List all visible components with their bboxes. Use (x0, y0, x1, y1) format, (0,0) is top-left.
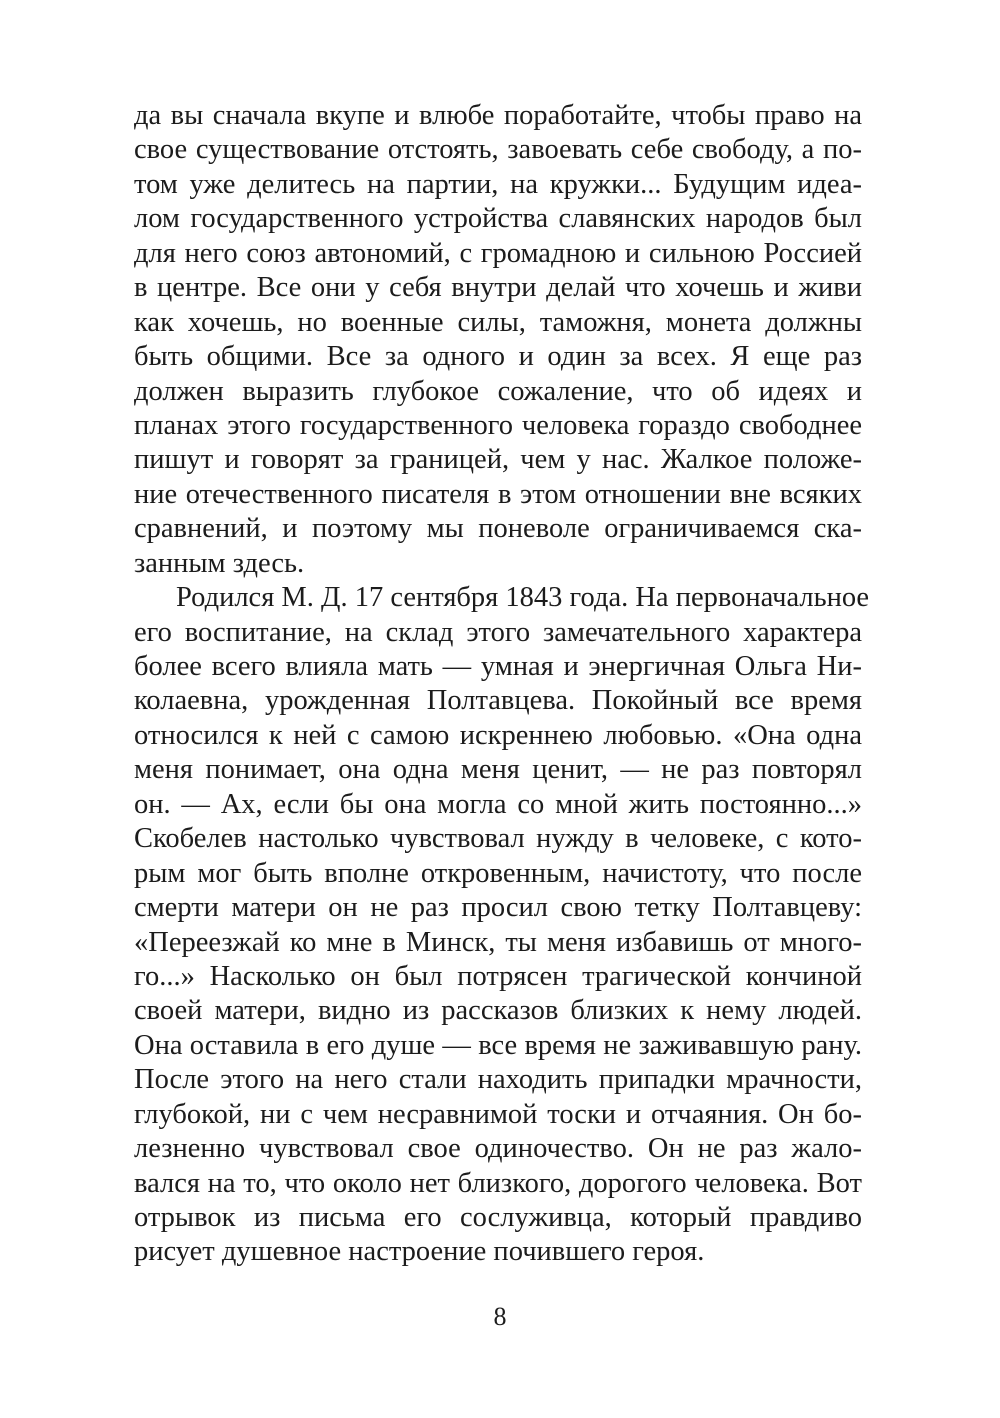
page-number: 8 (493, 1302, 507, 1331)
text-line: Она оставила в его душе — все время не заживавшую рану. (134, 1029, 862, 1061)
text-line: своей матери, видно из рассказов близких к нему людей. (134, 995, 862, 1027)
text-line: относился к ней с самою искреннею любовью. «Она одна (134, 719, 862, 751)
text-line: лом государственного устройства славянских народов был (134, 203, 862, 235)
text-line: как хочешь, но военные силы, таможня, монета должны (134, 306, 862, 338)
paragraph-2 (134, 581, 870, 1270)
text-line: рисует душевное настроение почившего героя. (134, 1236, 705, 1268)
text-line: «Переезжай ко мне в Минск, ты меня избавишь от много- (134, 926, 862, 958)
paragraph-1 (134, 99, 862, 581)
text-line: в центре. Все они у себя внутри делай что хочешь и живи (134, 272, 862, 304)
text-line: быть общими. Все за одного и один за всех. Я еще раз (134, 341, 862, 373)
text-line: меня понимает, она одна меня ценит, — не раз повторял (134, 754, 862, 786)
text-line: ние отечественного писателя в этом отношении вне всяких (134, 478, 862, 510)
text-line: смерти матери он не раз просил свою тетку Полтавцеву: (134, 892, 862, 924)
text-line: да вы сначала вкупе и влюбе поработайте, чтобы право на (134, 100, 862, 131)
text-line: отрывок из письма его сослуживца, который правдиво (134, 1202, 862, 1233)
text-line: для него союз автономий, с громадною и сильною Россией (134, 237, 862, 269)
text-line: пишут и говорят за границей, чем у нас. Жалкое положе- (134, 444, 862, 476)
text-line: колаевна, урожденная Полтавцева. Покойный все время (134, 685, 862, 717)
text-line: глубокой, ни с чем несравнимой тоски и отчаяния. Он бо- (134, 1098, 862, 1130)
text-line: свое существование отстоять, завоевать себе свободу, а по- (134, 134, 862, 166)
body-text (134, 99, 870, 1270)
text-line: Родился М. Д. 17 сентября 1843 года. На первоначальное (176, 582, 870, 614)
text-line: должен выразить глубокое сожаление, что об идеях и (134, 375, 862, 407)
text-line: более всего влияла мать — умная и энергичная Ольга Ни- (134, 651, 862, 682)
text-line: Скобелев настолько чувствовал нужду в человеке, с кото- (134, 823, 862, 855)
text-line: сравнений, и поэтому мы поневоле ограничиваемся ска- (134, 513, 862, 545)
text-line: го...» Насколько он был потрясен трагической кончиной (134, 960, 862, 992)
text-line: планах этого государственного человека гораздо свободнее (134, 409, 862, 441)
text-line: том уже делитесь на партии, на кружки... Будущим идеа- (134, 168, 862, 200)
text-line: рым мог быть вполне откровенным, начистоту, что после (134, 857, 862, 889)
text-line: он. — Ах, если бы она могла со мной жить постоянно...» (134, 788, 862, 820)
text-line: занным здесь. (134, 547, 305, 579)
text-line: вался на то, что около нет близкого, дорогого человека. Вот (134, 1167, 862, 1199)
text-line: После этого на него стали находить припадки мрачности, (134, 1064, 862, 1096)
text-line: лезненно чувствовал свое одиночество. Он не раз жало- (134, 1133, 862, 1165)
text-line: его воспитание, на склад этого замечательного характера (134, 616, 862, 648)
